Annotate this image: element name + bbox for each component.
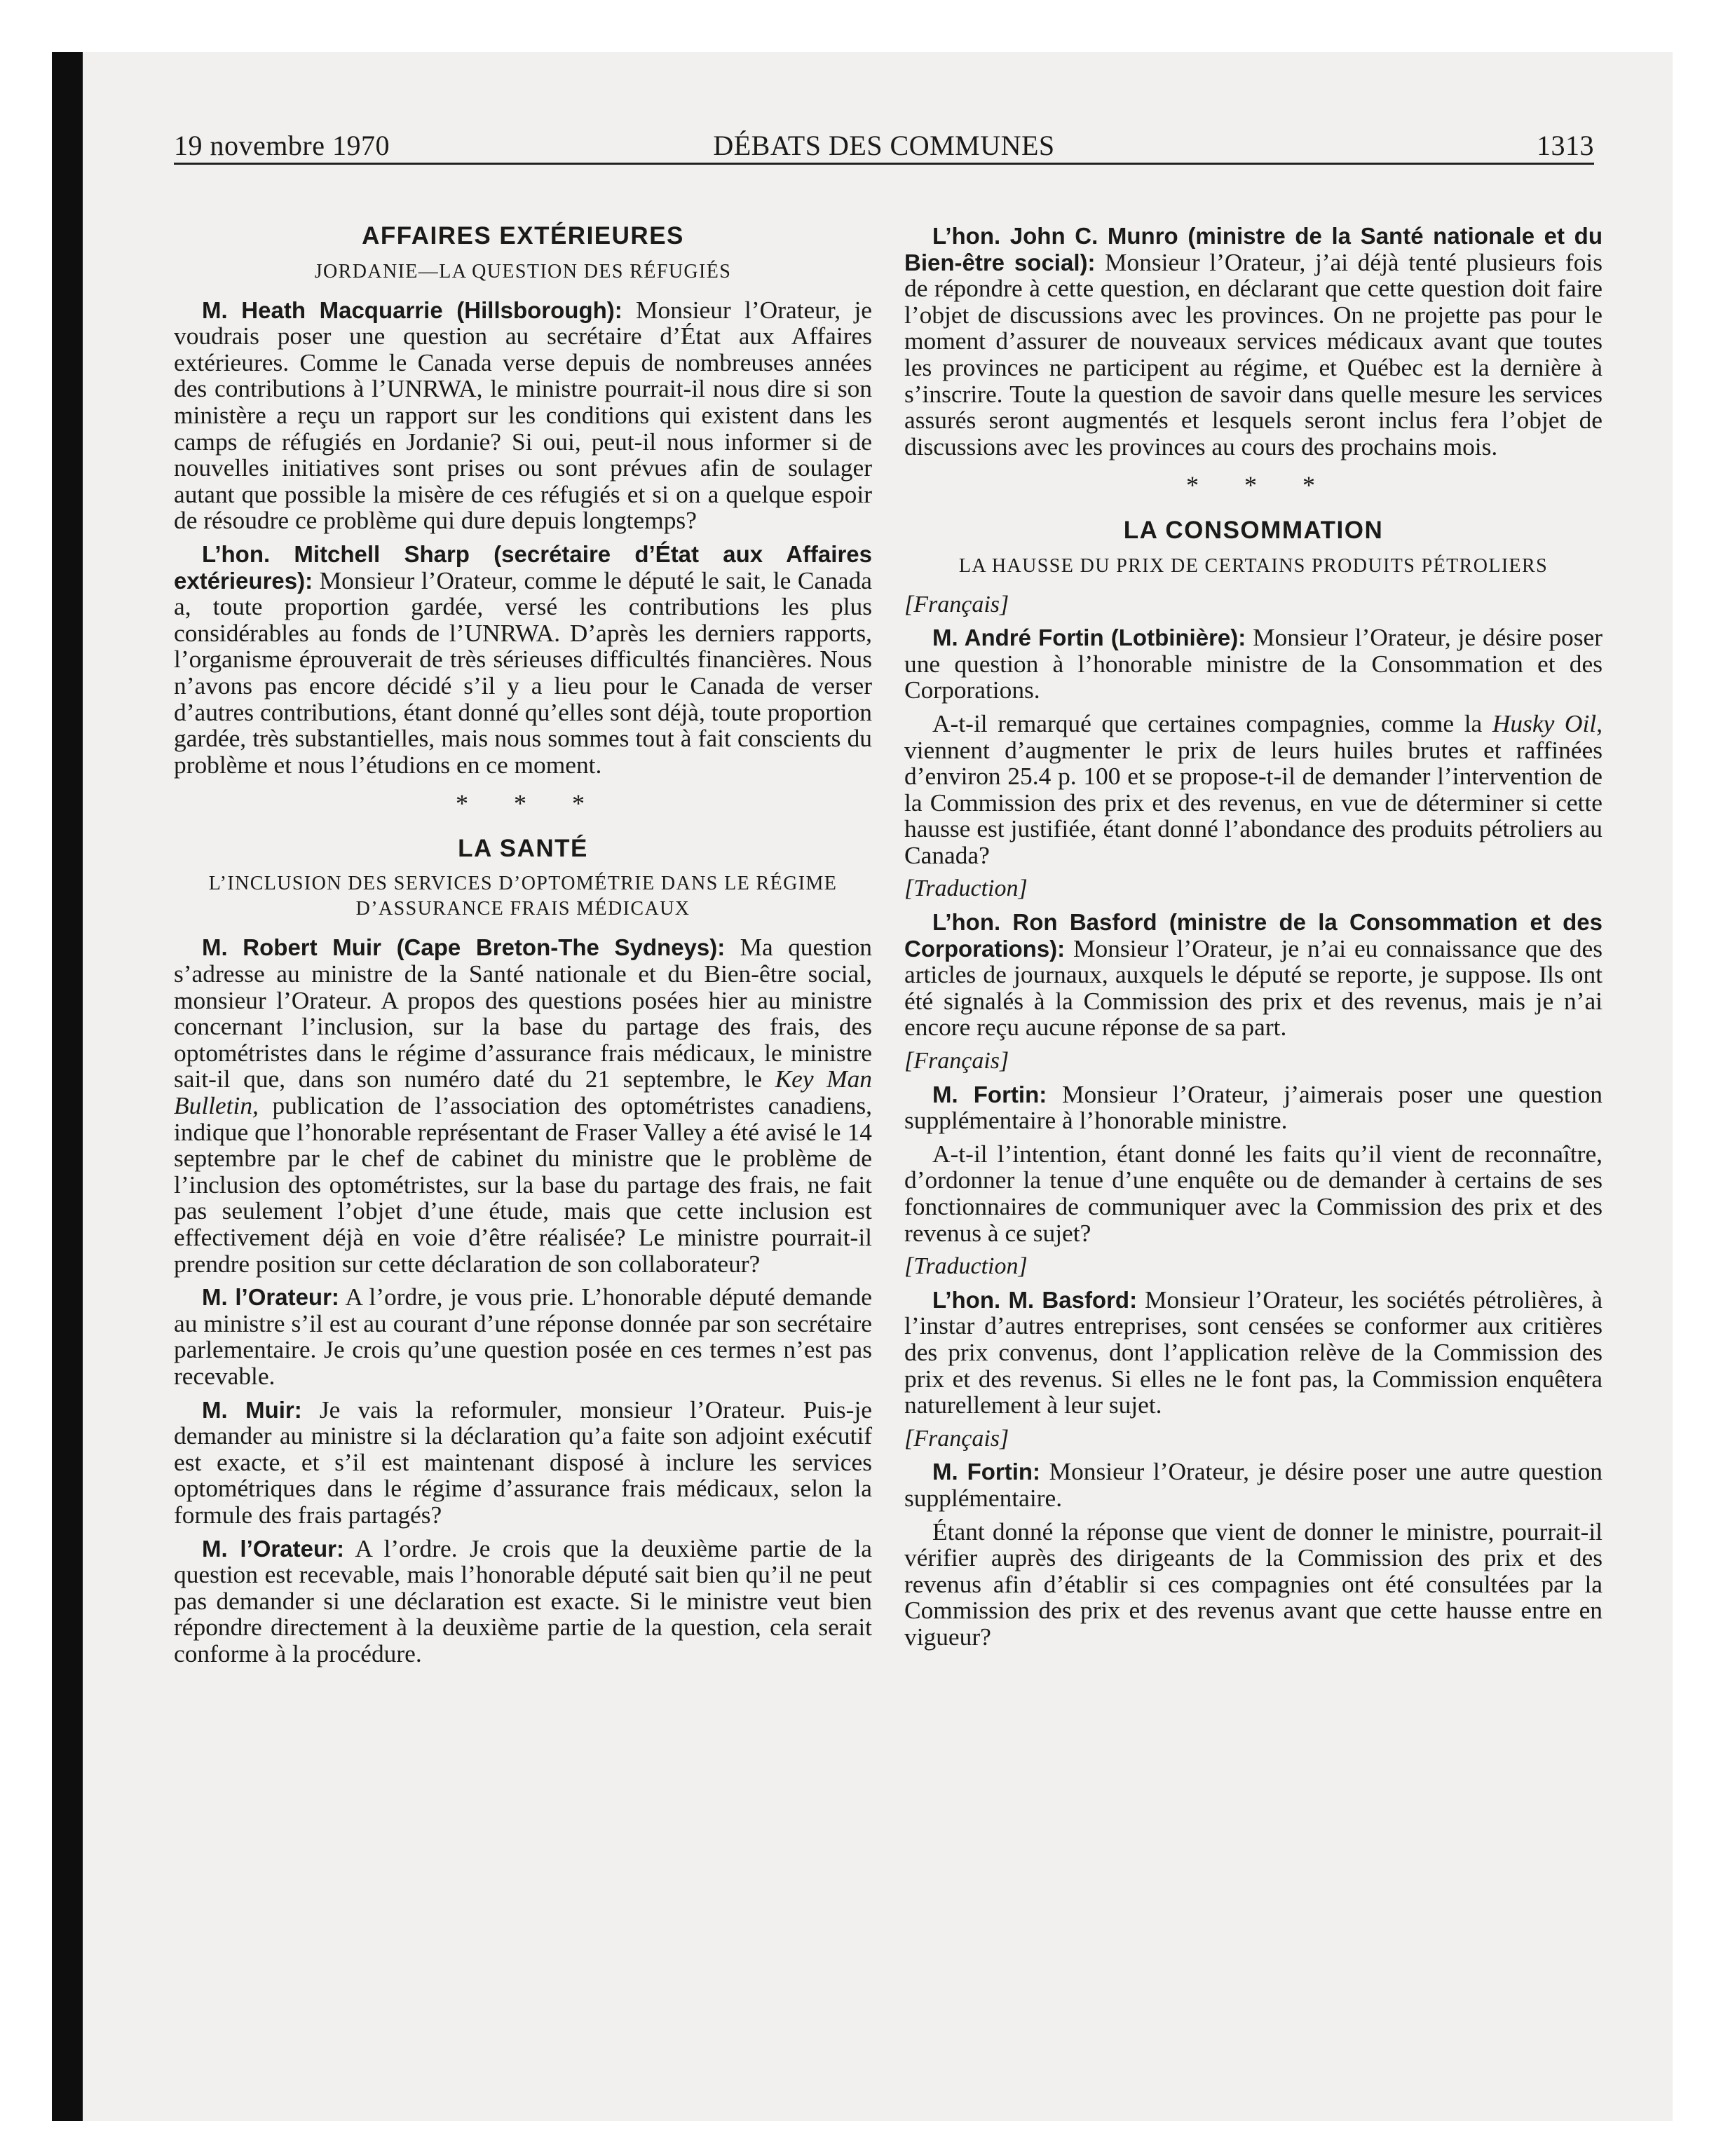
section-subheading: LA HAUSSE DU PRIX DE CERTAINS PRODUITS PÉTROLIERS <box>958 554 1549 577</box>
speaker: M. Fortin: <box>932 1081 1047 1107</box>
section-separator: * * * <box>456 789 604 818</box>
language-note: [Français] <box>904 1048 1009 1074</box>
paragraph: L’hon. John C. Munro (ministre de la Santé nationale et du Bien-être social): Monsieur l’Orateur, j’ai déjà tenté plusieurs fois de répondre à cette question, en déclarant que cette question doit faire l’objet de discussions avec les provinces. On ne projette pas pour le moment d’assurer de nouveaux services médicaux avant que toutes les provinces ne participent au régime, et Québec est la dernière à s’inscrire. Toute la question de savoir dans quelle mesure les services assurés seront augmentés et lesquels seront inclus fera l’objet de discussions avec les provinces au cours des prochains mois. <box>904 223 1603 460</box>
section-subheading: L’INCLUSION DES SERVICES D’OPTOMÉTRIE DANS LE RÉGIME D’ASSURANCE FRAIS MÉDICAUX <box>208 873 838 920</box>
left-column <box>174 223 872 1674</box>
right-column <box>904 223 1603 1658</box>
section-heading: AFFAIRES EXTÉRIEURES <box>362 222 684 250</box>
section-heading: LA CONSOMMATION <box>1123 516 1384 544</box>
section-heading: LA SANTÉ <box>458 834 588 862</box>
speaker: M. l’Orateur: <box>202 1535 344 1562</box>
paragraph: M. André Fortin (Lotbinière): Monsieur l’Orateur, je désire poser une question à l’honorable ministre de la Consommation et des Corporations. <box>904 623 1603 704</box>
header-date: 19 novembre 1970 <box>174 130 390 161</box>
page-number: 1313 <box>1537 130 1594 161</box>
paragraph: L’hon. Mitchell Sharp (secrétaire d’État aux Affaires extérieures): Monsieur l’Orateur, comme le député le sait, le Canada a, toute proportion gardée, versé les contributions les plus considérables au fonds de l’UNRWA. D’après les derniers rapports, l’organisme éprouverait de très sérieuses difficultés financières. Nous n’avons pas encore décidé s’il y a lieu pour le Canada de verser d’autres contributions, étant donné qu’elles sont déjà, toute proportion gardée, très substantielles, mais nous sommes tout à fait conscients du problème et nous l’étudions en ce moment. <box>174 540 872 779</box>
header-rule <box>174 163 1594 165</box>
paragraph: M. l’Orateur: A l’ordre, je vous prie. L’honorable député demande au ministre s’il est au courant d’une réponse donnée par son secrétaire parlementaire. Je crois qu’une question posée en ces termes n’est pas recevable. <box>174 1283 872 1390</box>
paragraph: L’hon. Ron Basford (ministre de la Consommation et des Corporations): Monsieur l’Orateur, je n’ai eu connaissance que des articles de journaux, auxquels le député se reporte, je suppose. Ils ont été signalés à la Commission des prix et des revenus, mais je n’ai encore reçu aucune réponse de sa part. <box>904 909 1603 1042</box>
header-title: DÉBATS DES COMMUNES <box>713 130 1055 161</box>
paragraph: A-t-il l’intention, étant donné les faits qu’il vient de reconnaître, d’ordonner la tenue d’une enquête ou de demander à certains de ses fonctionnaires de communiquer avec la Commission des prix et des revenus à ce sujet? <box>904 1139 1603 1247</box>
section-separator: * * * <box>1186 471 1335 500</box>
language-note: [Traduction] <box>904 1253 1028 1280</box>
speaker: M. l’Orateur: <box>202 1284 339 1311</box>
paragraph: M. Fortin: Monsieur l’Orateur, je désire poser une autre question supplémentaire. <box>904 1457 1603 1512</box>
paragraph: Étant donné la réponse que vient de donner le ministre, pourrait-il vérifier auprès des dirigeants de la Commission des prix et des revenus afin d’établir si ces compagnies ont été consultées par la Commission des prix et des revenus avant que cette hausse entre en vigueur? <box>904 1517 1603 1651</box>
speaker: M. Fortin: <box>932 1459 1041 1485</box>
language-note: [Français] <box>904 591 1009 618</box>
paragraph: M. l’Orateur: A l’ordre. Je crois que la deuxième partie de la question est recevable, mais l’honorable député sait bien qu’il ne peut pas demander si une déclaration est exacte. Si le ministre veut bien répondre directement à la deuxième partie de la question, cela serait conforme à la procédure. <box>174 1534 873 1667</box>
paragraph: M. Heath Macquarrie (Hillsborough): Monsieur l’Orateur, je voudrais poser une question au secrétaire d’État aux Affaires extérieures. Comme le Canada verse depuis de nombreuses années des contributions à l’UNRWA, le ministre pourrait-il nous dire si son ministère a reçu un rapport sur les conditions qui existent dans les camps de réfugiés en Jordanie? Si oui, peut-il nous informer si de nouvelles initiatives sont prises ou sont prévues afin de soulager autant que possible la misère de ces réfugiés et si on a quelque espoir de résoudre ce problème qui dure depuis longtemps? <box>174 295 872 535</box>
speaker: M. Muir: <box>202 1396 302 1423</box>
speaker: L’hon. John C. Munro (ministre de la Santé nationale et du Bien-être social): <box>904 223 1603 275</box>
paragraph: M. Fortin: Monsieur l’Orateur, j’aimerais poser une question supplémentaire à l’honorable ministre. <box>904 1079 1603 1135</box>
scan-border <box>52 52 83 2121</box>
speaker: M. André Fortin (Lotbinière): <box>932 625 1246 651</box>
speaker: M. Robert Muir (Cape Breton-The Sydneys): <box>202 934 726 961</box>
speaker: L’hon. Mitchell Sharp (secrétaire d’État aux Affaires extérieures): <box>174 540 872 594</box>
paragraph: M. Robert Muir (Cape Breton-The Sydneys): Ma question s’adresse au ministre de la Santé nationale et du Bien-être social, monsieur l’Orateur. A propos des questions posées hier au ministre concernant l’inclusion, sur la base du partage des frais, des optométristes dans le régime d’assurance frais médicaux, le ministre sait-il que, dans son numéro daté du 21 septembre, le Key Man Bulletin, publication de l’association des optométristes canadiens, indique que l’honorable représentant de Fraser Valley a été avisé le 14 septembre par le chef de cabinet du ministre que le problème de l’inclusion des optométristes, sur la base du partage des frais, ne fait pas seulement l’objet d’une étude, mais que cette inclusion est effectivement déjà en voie d’être réalisée? Le ministre pourrait-il prendre position sur cette déclaration de son collaborateur? <box>174 933 872 1278</box>
paragraph: L’hon. M. Basford: Monsieur l’Orateur, les sociétés pétrolières, à l’instar d’autres entreprises, sont censées se conformer aux critières des prix convenus, dont l’application relève de la Commission des prix et des revenus. Si elles ne le font pas, la Commission enquêtera naturellement à leur sujet. <box>904 1285 1603 1419</box>
language-note: [Traduction] <box>904 875 1028 902</box>
speaker: L’hon. M. Basford: <box>932 1286 1138 1313</box>
paragraph: M. Muir: Je vais la reformuler, monsieur l’Orateur. Puis-je demander au ministre si la déclaration qu’a faite son adjoint exécutif est exacte, et s’il est maintenant disposé à inclure les services optométriques dans le régime d’assurance frais médicaux, selon la formule des frais partagés? <box>174 1395 872 1529</box>
running-header <box>174 129 1594 163</box>
speaker: M. Heath Macquarrie (Hillsborough): <box>202 296 622 323</box>
speaker: L’hon. Ron Basford (ministre de la Consommation et des Corporations): <box>904 909 1603 962</box>
paragraph: A-t-il remarqué que certaines compagnies, comme la Husky Oil, viennent d’augmenter le prix de leurs huiles brutes et raffinées d’environ 25.4 p. 100 et se propose-t-il de demander l’intervention de la Commission des prix et des revenus, en vue de déterminer si cette hausse est justifiée, étant donné l’abondance des produits pétroliers au Canada? <box>904 709 1603 869</box>
language-note: [Français] <box>904 1425 1009 1452</box>
section-subheading: JORDANIE—LA QUESTION DES RÉFUGIÉS <box>314 260 732 282</box>
